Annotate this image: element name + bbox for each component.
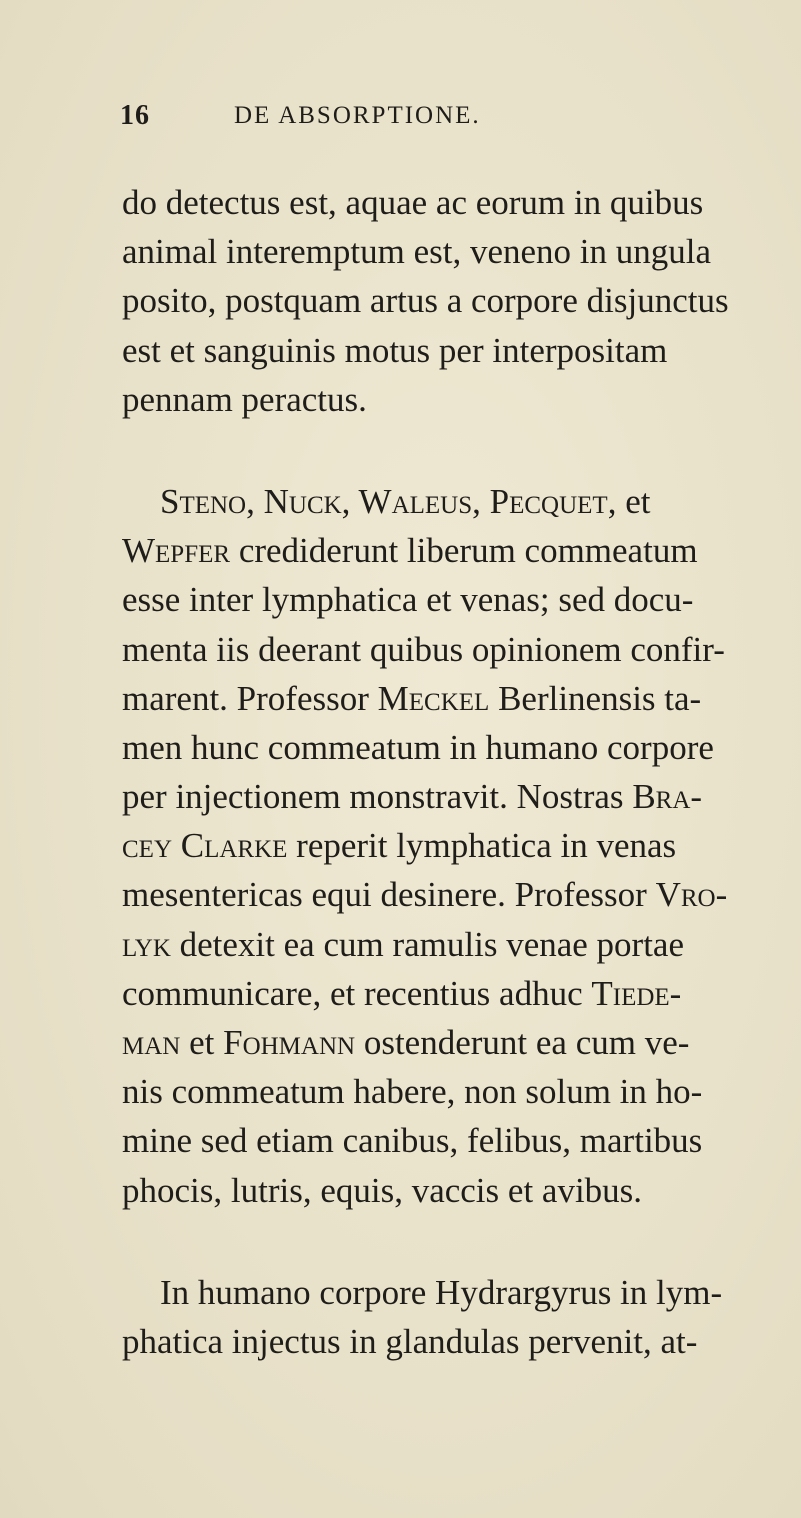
text-line: est et sanguinis motus per interpositam (122, 330, 668, 370)
text-segment: mesentericas equi desinere. Professor (122, 875, 656, 915)
text-line (122, 772, 762, 821)
text-line (122, 477, 762, 526)
proper-name: lyk (122, 924, 171, 964)
running-title: DE ABSORPTIONE. (234, 102, 481, 129)
text-line (122, 1116, 762, 1165)
proper-name: cey Clarke (122, 826, 288, 866)
text-line (122, 575, 762, 624)
text-line (122, 821, 762, 870)
text-line: pennam peractus. (122, 379, 367, 419)
text-segment: Berlinensis ta- (489, 678, 702, 718)
text-line (122, 625, 762, 674)
text-segment: communicare, et recentius adhuc (122, 973, 592, 1013)
text-segment: crediderunt liberum commeatum (230, 531, 698, 571)
text-line (122, 870, 762, 919)
text-segment: nis commeatum habere, non solum in ho- (122, 1072, 703, 1112)
text-line (122, 674, 762, 723)
proper-name: Fohmann (223, 1023, 356, 1062)
proper-name: Steno, Nuck, Waleus, Pecquet, (160, 481, 617, 521)
text-segment: phocis, lutris, equis, vaccis et avibus. (122, 1170, 643, 1210)
text-line (122, 1166, 762, 1215)
proper-name: Meckel (377, 678, 490, 718)
proper-name: Bra- (632, 777, 703, 817)
proper-name: Tiede- (591, 973, 682, 1013)
text-line (122, 920, 762, 969)
page-header (120, 96, 760, 136)
page-number: 16 (120, 100, 150, 131)
text-line: phatica injectus in glandulas pervenit, at- (122, 1321, 698, 1361)
proper-name: Wepfer (122, 531, 231, 571)
text-line (122, 969, 762, 1018)
paragraph-gap (122, 1215, 762, 1268)
text-line (122, 723, 762, 772)
proper-name: man (122, 1023, 181, 1062)
text-segment: esse inter lymphatica et venas; sed docu- (122, 580, 694, 620)
text-segment: per injectionem monstravit. Nostras (122, 777, 633, 817)
text-segment: et (616, 481, 651, 521)
text-line: posito, postquam artus a corpore disjunctus (122, 281, 729, 321)
text-segment: men hunc commeatum in humano corpore (122, 727, 714, 767)
body-text (122, 178, 762, 1366)
text-segment: marent. Professor (122, 678, 378, 718)
text-line: animal interemptum est, veneno in ungula (122, 232, 712, 272)
text-line: In humano corpore Hydrargyrus in lym- (160, 1272, 723, 1312)
text-segment: menta iis deerant quibus opinionem confir- (122, 629, 725, 669)
paragraph-2 (122, 477, 762, 1215)
paragraph-3 (122, 1268, 762, 1366)
text-line (122, 1067, 762, 1116)
paragraph-gap (122, 424, 762, 477)
text-segment: et (180, 1023, 224, 1062)
text-line: do detectus est, aquae ac eorum in quibus (122, 183, 704, 222)
text-line (122, 526, 762, 575)
paragraph-1 (122, 178, 762, 424)
text-segment: ostenderunt ea cum ve- (355, 1023, 690, 1062)
text-segment: detexit ea cum ramulis venae portae (170, 924, 684, 964)
text-line (122, 1018, 762, 1067)
text-segment: mine sed etiam canibus, felibus, martibus (122, 1121, 703, 1161)
proper-name: Vro- (655, 875, 728, 915)
text-segment: reperit lymphatica in venas (287, 826, 677, 866)
